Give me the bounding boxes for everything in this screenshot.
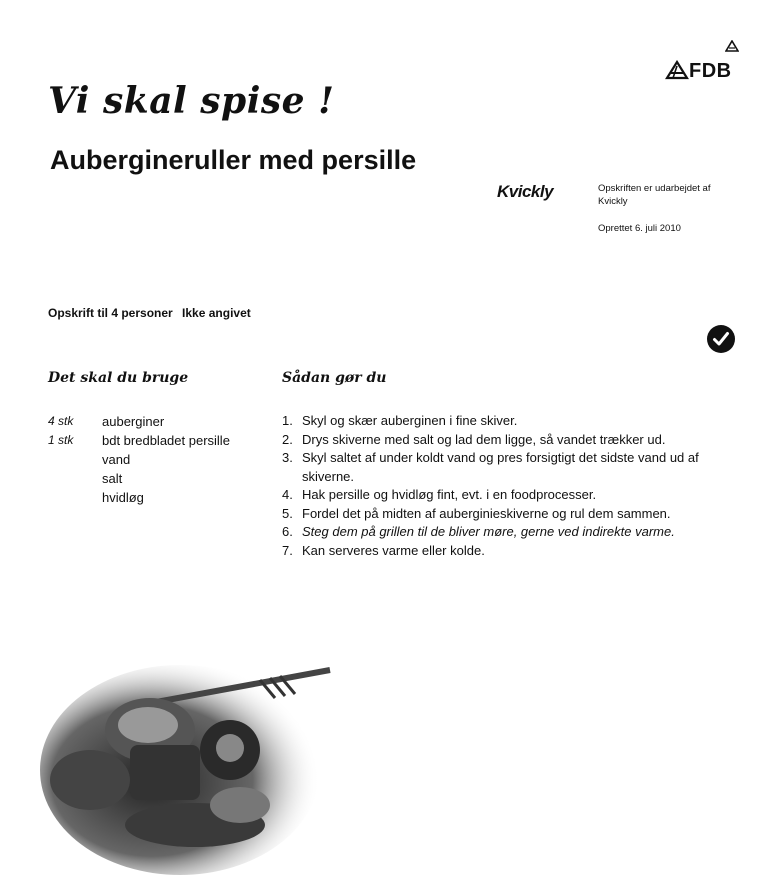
method-step bbox=[282, 431, 732, 450]
credit-line-1: Opskriften er udarbejdet af bbox=[598, 183, 711, 194]
step-text: Kan serveres varme eller kolde. bbox=[302, 542, 485, 558]
step-text: Steg dem på grillen til de bliver møre, gerne ved indirekte varme. bbox=[302, 524, 675, 539]
created-date: Oprettet 6. juli 2010 bbox=[598, 223, 681, 234]
ingredient-name: auberginer bbox=[102, 414, 165, 429]
step-number: 6. bbox=[282, 524, 293, 539]
step-text: Skyl og skær auberginen i fine skiver. bbox=[302, 413, 518, 428]
step-number: 3. bbox=[282, 450, 293, 465]
step-number: 1. bbox=[282, 413, 293, 428]
ingredient-row bbox=[48, 412, 268, 431]
ingredient-qty: 4 stk bbox=[48, 414, 74, 428]
ingredient-name: salt bbox=[102, 471, 123, 486]
servings-line bbox=[48, 306, 251, 320]
method-step bbox=[282, 542, 732, 561]
recipe-credit bbox=[598, 182, 748, 235]
step-number: 2. bbox=[282, 431, 293, 447]
servings-label: Opskrift til 4 personer bbox=[48, 306, 173, 320]
ingredient-qty bbox=[48, 488, 102, 507]
ingredient-row bbox=[48, 488, 268, 507]
fdb-symbol-icon bbox=[665, 60, 689, 82]
ingredient-qty bbox=[48, 469, 102, 488]
method-step bbox=[282, 449, 732, 486]
method-steps bbox=[282, 412, 732, 560]
method-step bbox=[282, 412, 732, 431]
ingredient-name: bdt bredbladet persille bbox=[102, 433, 230, 448]
servings-value: Ikke angivet bbox=[182, 306, 251, 320]
ingredient-row bbox=[48, 450, 268, 469]
kvickly-logo: Kvickly bbox=[497, 182, 554, 201]
step-number: 4. bbox=[282, 487, 293, 502]
ingredient-qty: 1 stk bbox=[48, 433, 74, 447]
ingredients-heading: Det skal du bruge bbox=[48, 370, 189, 386]
tagline: Vi skal spise ! bbox=[48, 80, 335, 122]
method-heading: Sådan gør du bbox=[282, 370, 387, 386]
check-circle-icon bbox=[706, 324, 736, 354]
recipe-photo bbox=[30, 620, 360, 890]
ingredient-name: vand bbox=[102, 452, 131, 467]
step-text: Skyl saltet af under koldt vand og pres forsigtigt det sidste vand ud af skiverne. bbox=[302, 450, 699, 484]
fdb-brand-text: FDB bbox=[689, 60, 732, 82]
method-step bbox=[282, 523, 732, 542]
fdb-logo bbox=[665, 40, 745, 84]
step-number: 5. bbox=[282, 505, 293, 521]
ingredient-name: hvidløg bbox=[102, 490, 144, 505]
ingredient-row bbox=[48, 469, 268, 488]
method-step bbox=[282, 505, 732, 524]
ingredient-row bbox=[48, 431, 268, 450]
page-title: Aubergineruller med persille bbox=[50, 145, 417, 175]
step-number: 7. bbox=[282, 542, 293, 558]
ingredient-list bbox=[48, 412, 268, 507]
method-step bbox=[282, 486, 732, 505]
step-text: Drys skiverne med salt og lad dem ligge, så vandet trækker ud. bbox=[302, 431, 666, 447]
step-text: Hak persille og hvidløg fint, evt. i en foodprocesser. bbox=[302, 487, 597, 502]
fdb-mark-icon bbox=[725, 40, 739, 52]
credit-line-2: Kvickly bbox=[598, 196, 628, 207]
step-text: Fordel det på midten af auberginieskiverne og rul dem sammen. bbox=[302, 505, 671, 521]
ingredient-qty bbox=[48, 450, 102, 469]
